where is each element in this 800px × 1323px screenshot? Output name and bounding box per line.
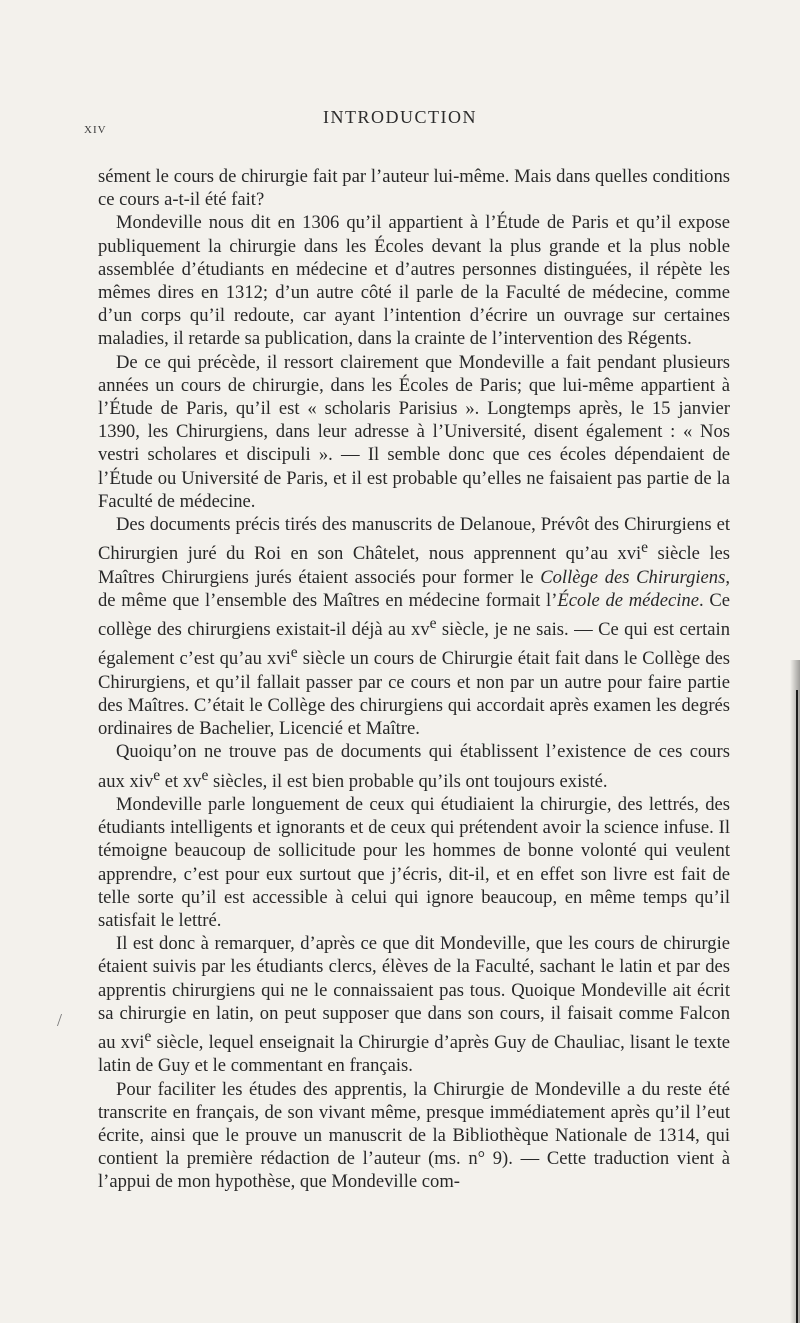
page-edge-line <box>796 690 798 1323</box>
running-head: INTRODUCTION <box>323 107 477 127</box>
paragraph: Des documents précis tirés des manuscrits de Delanoue, Prévôt des Chirurgiens et Chirurgien juré du Roi en son Châtelet, nous apprennent qu’au xvi$^e$ siècle les Maîtres Chirurgiens jurés étaient associés pour former le Collège des Chirurgiens, de même que l’ensemble des Maîtres en médecine formait l’École de médecine. Ce collège des chirurgiens existait-il déjà au $xv^e$ siècle, je ne sais. — Ce qui est certain également c’est qu’au xvi$^e$ siècle un cours de Chirurgie était fait dans le Collège des Chirurgiens, et qu’il fallait passer par ce cours et non par un autre pour faire partie des Maîtres. C’était le Collège des chirurgiens qui accordait après examen les degrés ordinaires de Bachelier, Licencié et Maître. <box>98 514 731 740</box>
paragraph: Mondeville nous dit en 1306 qu’il appartient à l’Étude de Paris et qu’il expose publiquement la chirurgie dans les Écoles devant la plus grande et la plus noble assemblée d’étudiants en médecine et d’autres personnes distinguées, il répète les mêmes dires en 1312; d’un autre côté il parle de la Faculté de médecine, comme d’un corps qu’il redoute, car ayant l’intention d’écrire un ouvrage sur certaines maladies, il retarde sa publication, dans la crainte de l’intervention des Régents. <box>98 212 730 350</box>
paragraph: Pour faciliter les études des apprentis, la Chirurgie de Mondeville a du reste été transcrite en français, de son vivant même, presque immédiatement après qu’il l’eut écrite, ainsi que le prouve un manuscrit de la Bibliothèque Nationale de 1314, qui contient la première rédaction de l’auteur (ms. n° 9). — Cette traduction vient à l’appui de mon hypothèse, que Mondeville com- <box>98 1078 730 1193</box>
page-number: XIV <box>84 124 107 136</box>
margin-pencil-mark: / <box>57 1010 63 1030</box>
paragraph: sément le cours de chirurgie fait par l’auteur lui-même. Mais dans quelles conditions ce cours a-t-il été fait? <box>98 166 730 211</box>
paragraph: Quoiqu’on ne trouve pas de documents qui établissent l’existence de ces cours aux xiv$^e$ et $xv^e$ siècles, il est bien probable qu’ils ont toujours existé. <box>98 741 730 792</box>
paragraph: Il est donc à remarquer, d’après ce que dit Mondeville, que les cours de chirurgie étaient suivis par les étudiants clercs, élèves de la Faculté, sachant le latin et par des apprentis chirurgiens qui ne le connaissaient pas tous. Quoique Mondeville ait écrit sa chirurgie en latin, on peut supposer que dans son cours, il faisait comme Falcon au xvi$^e$ siècle, lequel enseignait la Chirurgie d’après Guy de Chauliac, lisant le texte latin de Guy et le commentant en français. <box>98 933 730 1077</box>
page-edge-shadow <box>790 660 800 1323</box>
paragraph: Mondeville parle longuement de ceux qui étudiaient la chirurgie, des lettrés, des étudiants intelligents et ignorants et de ceux qui prétendent avoir la science infuse. Il témoigne beaucoup de sollicitude pour les hommes de bonne volonté qui veulent apprendre, c’est pour eux surtout que j’écris, dit-il, et en effet son livre est fait de telle sorte qu’il est accessible à celui qui ignore beaucoup, en même temps qu’il satisfait le lettré. <box>98 794 730 932</box>
paragraph: De ce qui précède, il ressort clairement que Mondeville a fait pendant plusieurs années un cours de chirurgie, dans les Écoles de Paris; que lui-même appartient à l’Étude de Paris, qu’il est « scholaris Parisius ». Longtemps après, le 15 janvier 1390, les Chirurgiens, dans leur adresse à l’Université, disent également : « Nos vestri scholares et discipuli ». — Il semble donc que ces écoles dépendaient de l’Étude ou Université de Paris, et il est probable qu’elles ne faisaient pas partie de la Faculté de médecine. <box>98 351 730 512</box>
body-text <box>98 165 730 1194</box>
